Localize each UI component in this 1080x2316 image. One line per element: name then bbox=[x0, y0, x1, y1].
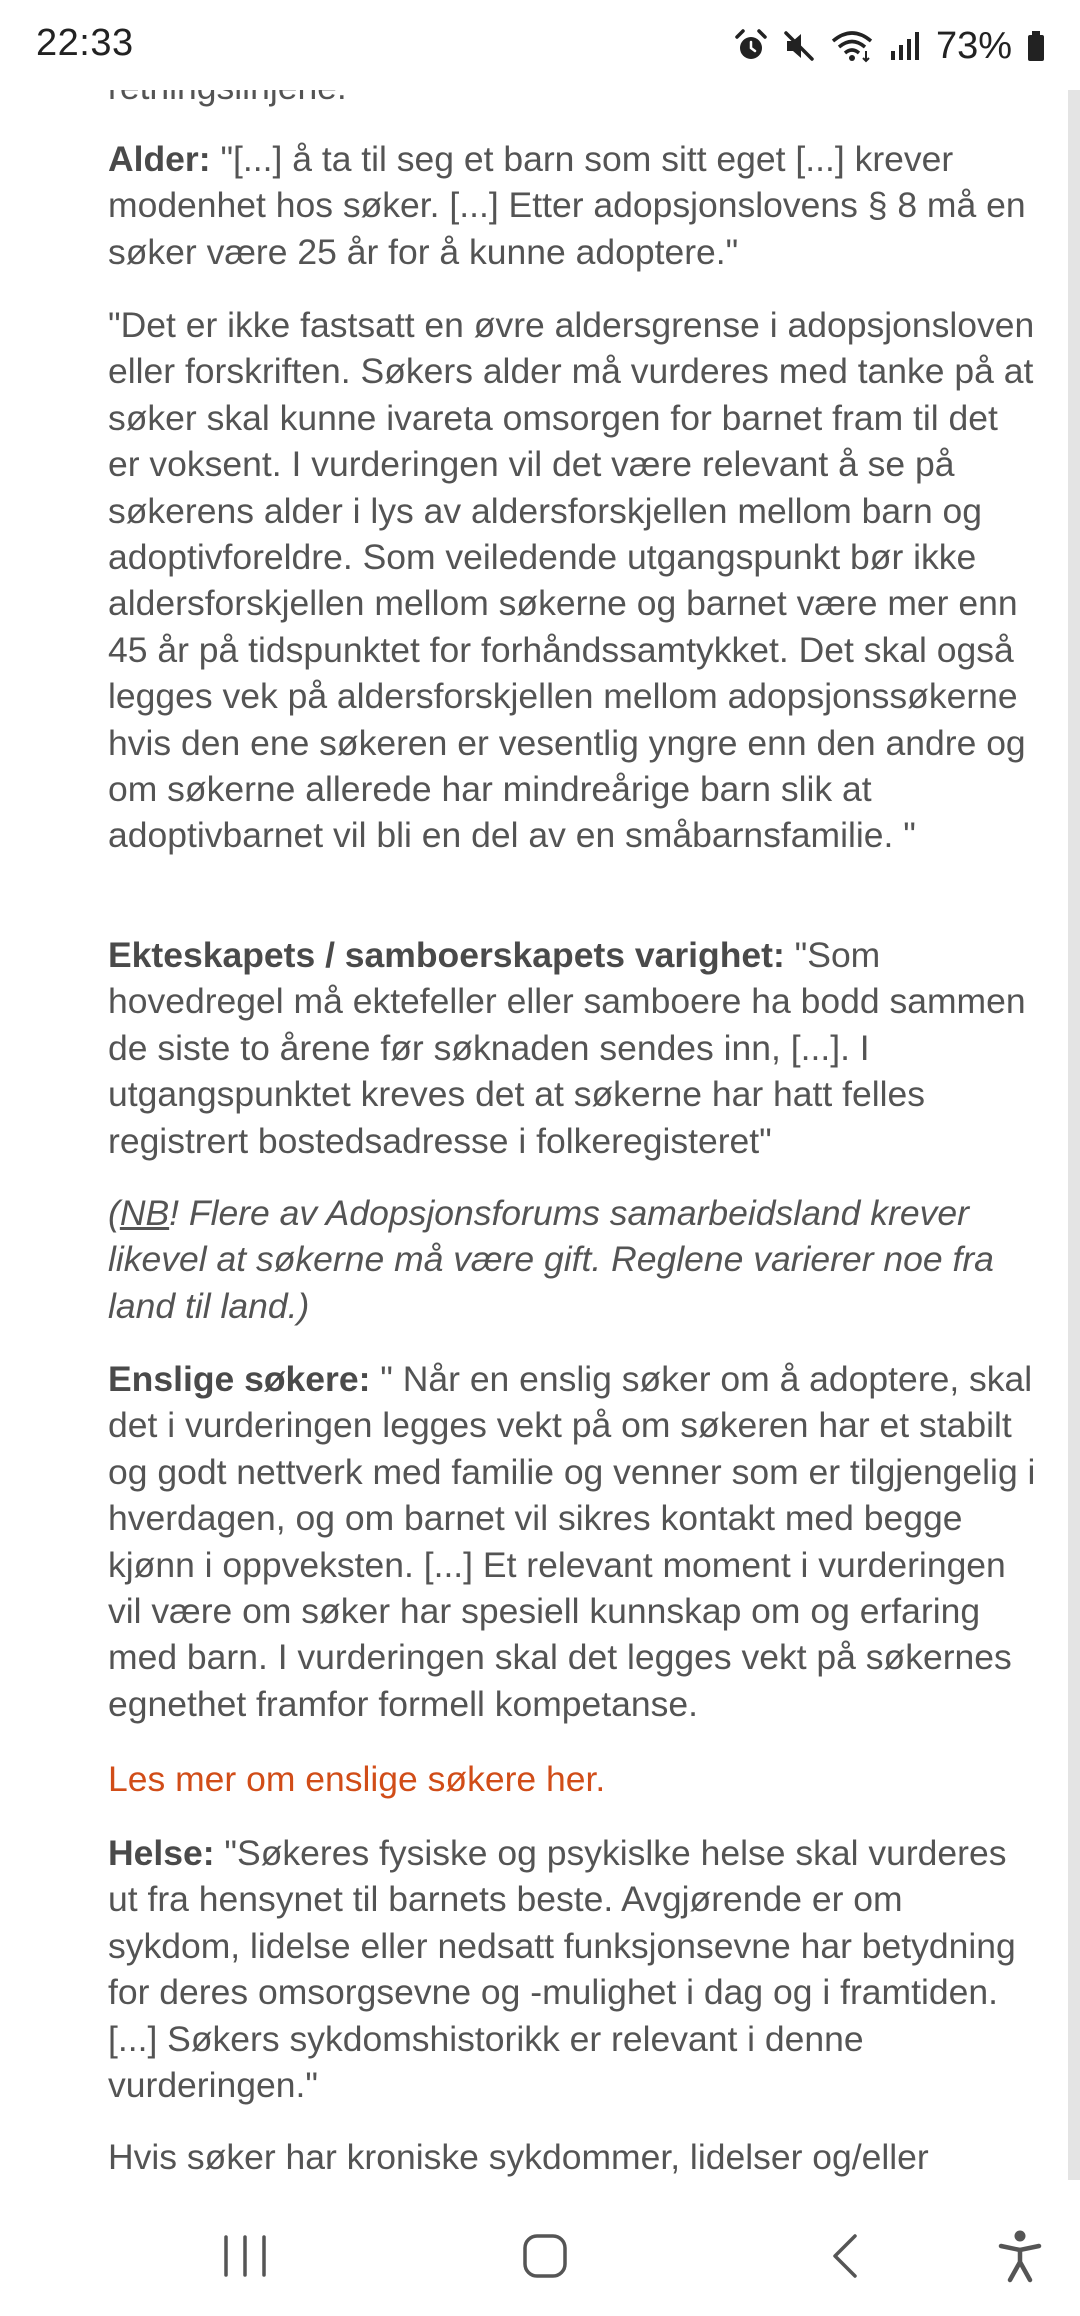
label-alder: Alder: bbox=[108, 139, 211, 179]
signal-icon bbox=[888, 29, 922, 63]
home-button[interactable] bbox=[490, 2196, 600, 2316]
home-icon bbox=[520, 2231, 570, 2281]
accessibility-button[interactable] bbox=[970, 2196, 1070, 2316]
back-icon bbox=[825, 2231, 865, 2281]
paragraph-alder-quote: "Det er ikke fastsatt en øvre aldersgrense i adopsjonsloven eller forskriften. Søkers alder må vurderes med tanke på at søker skal kunne ivareta omsorgen for barnet fram til det er voksent. I vurderingen vil det være relevant å se på søkerens alder i lys av aldersforskjellen mellom barn og adoptivforeldre. Som veiledende utgangspunkt bør ikke aldersforskjellen mellom søkerne og barnet være mer enn 45 år på tidspunktet for forhåndssamtykket. Det skal også legges vek på aldersforskjellen mellom adopsjonssøkerne hvis den ene søkeren er vesentlig yngre enn den andre og om søkerne allerede har mindreårige barn slik at adoptivbarnet vil bli en del av en småbarnsfamilie. " bbox=[108, 305, 1035, 856]
paragraph-ekteskap bbox=[108, 932, 1038, 1164]
enslige-sokere-link[interactable]: Les mer om enslige søkere her. bbox=[108, 1759, 606, 1799]
label-helse: Helse: bbox=[108, 1833, 215, 1873]
article-content bbox=[108, 0, 1038, 2200]
paragraph-nb-note bbox=[108, 1190, 1038, 1329]
scrollbar[interactable] bbox=[1068, 78, 1080, 2180]
battery-icon bbox=[1026, 29, 1046, 63]
wifi-icon bbox=[830, 29, 874, 63]
nb-abbreviation: NB bbox=[119, 1193, 170, 1233]
label-ekteskap: Ekteskapets / samboerskapets varighet: bbox=[108, 935, 785, 975]
paragraph-enslige bbox=[108, 1356, 1038, 1727]
recent-apps-button[interactable] bbox=[190, 2196, 300, 2316]
status-time: 22:33 bbox=[36, 22, 134, 64]
battery-percentage: 73% bbox=[935, 24, 1012, 67]
nb-text: ! Flere av Adopsjonsforums samarbeidsland krever likevel at søkerne må være gift. Reglene varierer noe fra land til land.) bbox=[108, 1193, 994, 1326]
alarm-icon bbox=[734, 29, 768, 63]
nb-open: ( bbox=[108, 1193, 120, 1233]
text-enslige: " Når en enslig søker om å adoptere, skal det i vurderingen legges vekt på om søkeren har et stabilt og godt nettverk med familie og venner som er tilgjengelig i hverdagen, og om barnet vil sikres kontakt med begge kjønn i oppveksten. [...] Et relevant moment i vurderingen vil være om søker har spesiell kunnskap om og erfaring med barn. I vurderingen skal det legges vekt på søkernes egnethet framfor formell kompetanse. bbox=[108, 1359, 1036, 1724]
text-helse: "Søkeres fysiske og psykislke helse skal vurderes ut fra hensynet til barnets beste. Avgjørende er om sykdom, lidelse eller nedsatt funksjonsevne har betydning for deres omsorgsevne og -mulighet i dag og i framtiden. [...] Søkers sykdomshistorikk er relevant i denne vurderingen." bbox=[108, 1833, 1016, 2106]
status-icons bbox=[734, 24, 1046, 68]
text-alder: "[...] å ta til seg et barn som sitt eget [...] krever modenhet hos søker. [...] Etter adopsjonslovens § 8 må en søker være 25 år for å kunne adoptere." bbox=[108, 139, 1026, 272]
paragraph-alder bbox=[108, 136, 1038, 275]
label-enslige: Enslige søkere: bbox=[108, 1359, 371, 1399]
mute-icon bbox=[782, 29, 816, 63]
recent-apps-icon bbox=[220, 2233, 270, 2279]
back-button[interactable] bbox=[790, 2196, 900, 2316]
text-ekteskap: "Som hovedregel må ektefeller eller samboere ha bodd sammen de siste to årene før søknaden sendes inn, [...]. I utgangspunktet kreves det at søkerne har hatt felles registrert bostedsadresse i folkeregisteret" bbox=[108, 935, 1026, 1161]
status-bar bbox=[0, 0, 1080, 90]
accessibility-icon bbox=[997, 2229, 1043, 2283]
navigation-bar bbox=[0, 2196, 1080, 2316]
bottom-fragment: Hvis søker har kroniske sykdommer, lidelser og/eller bbox=[108, 2137, 929, 2177]
paragraph-helse bbox=[108, 1830, 1038, 2108]
